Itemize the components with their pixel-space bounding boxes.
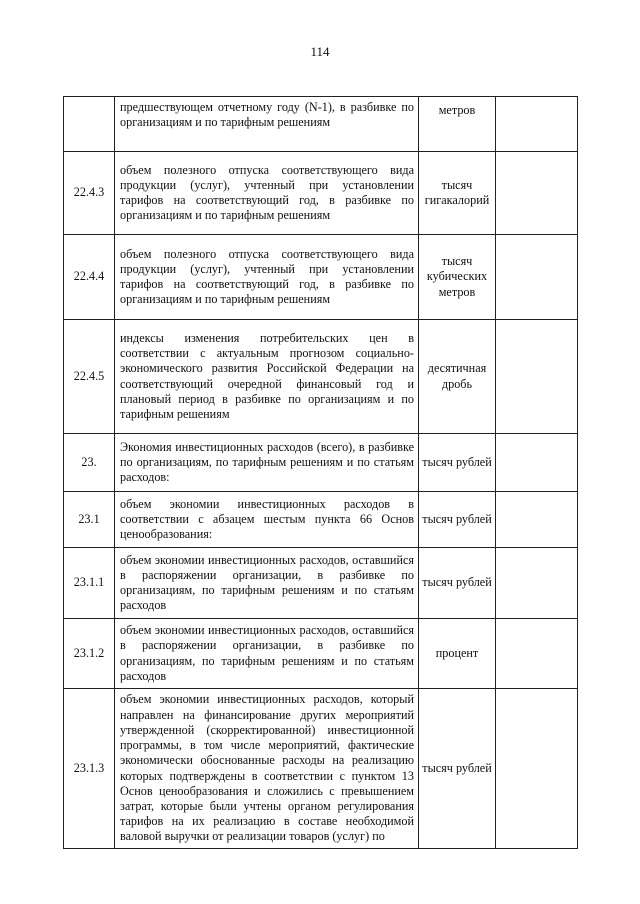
table-row: [64, 152, 578, 235]
row-number: [64, 97, 115, 152]
table-row: [64, 689, 578, 849]
row-unit: десятичная дробь: [419, 320, 496, 434]
table-row: [64, 492, 578, 548]
row-value-cell: [496, 492, 578, 548]
row-number: 22.4.5: [64, 320, 115, 434]
row-number: 23.: [64, 434, 115, 492]
row-number: 23.1.2: [64, 619, 115, 689]
row-value-cell: [496, 152, 578, 235]
row-number: 23.1.3: [64, 689, 115, 849]
row-description: индексы изменения потребительских цен в соответствии с актуальным прогнозом социально-экономического развития Российской Федерации на соответствующий очередной финансовый год и плановый период в разбивке по организациям и по тарифным решениям: [115, 320, 419, 434]
row-unit: тысяч гигакалорий: [419, 152, 496, 235]
row-description: объем полезного отпуска соответствующего вида продукции (услуг), учтенный при установлении тарифов на соответствующий год, в разбивке по организациям и по тарифным решениям: [115, 152, 419, 235]
page-number: 114: [310, 44, 330, 59]
table-row: [64, 97, 578, 152]
row-unit: тысяч рублей: [419, 492, 496, 548]
row-unit: тысяч рублей: [419, 434, 496, 492]
row-number: 22.4.3: [64, 152, 115, 235]
row-unit: процент: [419, 619, 496, 689]
table-row: [64, 235, 578, 320]
row-unit: тысяч рублей: [419, 689, 496, 849]
row-unit: тысяч кубических метров: [419, 235, 496, 320]
row-value-cell: [496, 619, 578, 689]
table-row: [64, 320, 578, 434]
row-value-cell: [496, 235, 578, 320]
row-value-cell: [496, 434, 578, 492]
row-description: предшествующем отчетному году (N-1), в разбивке по организациям и по тарифным решениям: [115, 97, 419, 152]
row-unit: тысяч рублей: [419, 548, 496, 619]
table-row: [64, 619, 578, 689]
table-row: [64, 434, 578, 492]
row-description: объем экономии инвестиционных расходов, оставшийся в распоряжении организации, в разбивке по организациям, по тарифным решениям и по статьям расходов: [115, 548, 419, 619]
row-number: 23.1.1: [64, 548, 115, 619]
row-unit: метров: [419, 97, 496, 152]
table-row: [64, 548, 578, 619]
row-description: объем экономии инвестиционных расходов в соответствии с абзацем шестым пункта 66 Основ ценообразования:: [115, 492, 419, 548]
row-value-cell: [496, 97, 578, 152]
row-description: объем экономии инвестиционных расходов, который направлен на финансирование других мероприятий утвержденной (скорректированной) инвестиционной программы, в том числе мероприятий, фактические экономически обоснованные расходы на реализацию которых подтверждены в соответствии с пунктом 13 Основ ценообразования и сложились с превышением затрат, которые были учтены органом регулирования тарифов на их реализацию в составе необходимой валовой выручки от реализации товаров (услуг) по: [115, 689, 419, 849]
row-description: Экономия инвестиционных расходов (всего), в разбивке по организациям, по тарифным решениям и по статьям расходов:: [115, 434, 419, 492]
row-value-cell: [496, 320, 578, 434]
row-description: объем полезного отпуска соответствующего вида продукции (услуг), учтенный при установлении тарифов на соответствующий год, в разбивке по организациям и по тарифным решениям: [115, 235, 419, 320]
row-description: объем экономии инвестиционных расходов, оставшийся в распоряжении организации, в разбивке по организациям, по тарифным решениям и по статьям расходов: [115, 619, 419, 689]
row-number: 22.4.4: [64, 235, 115, 320]
row-number: 23.1: [64, 492, 115, 548]
row-value-cell: [496, 689, 578, 849]
row-value-cell: [496, 548, 578, 619]
data-table: [63, 96, 578, 849]
